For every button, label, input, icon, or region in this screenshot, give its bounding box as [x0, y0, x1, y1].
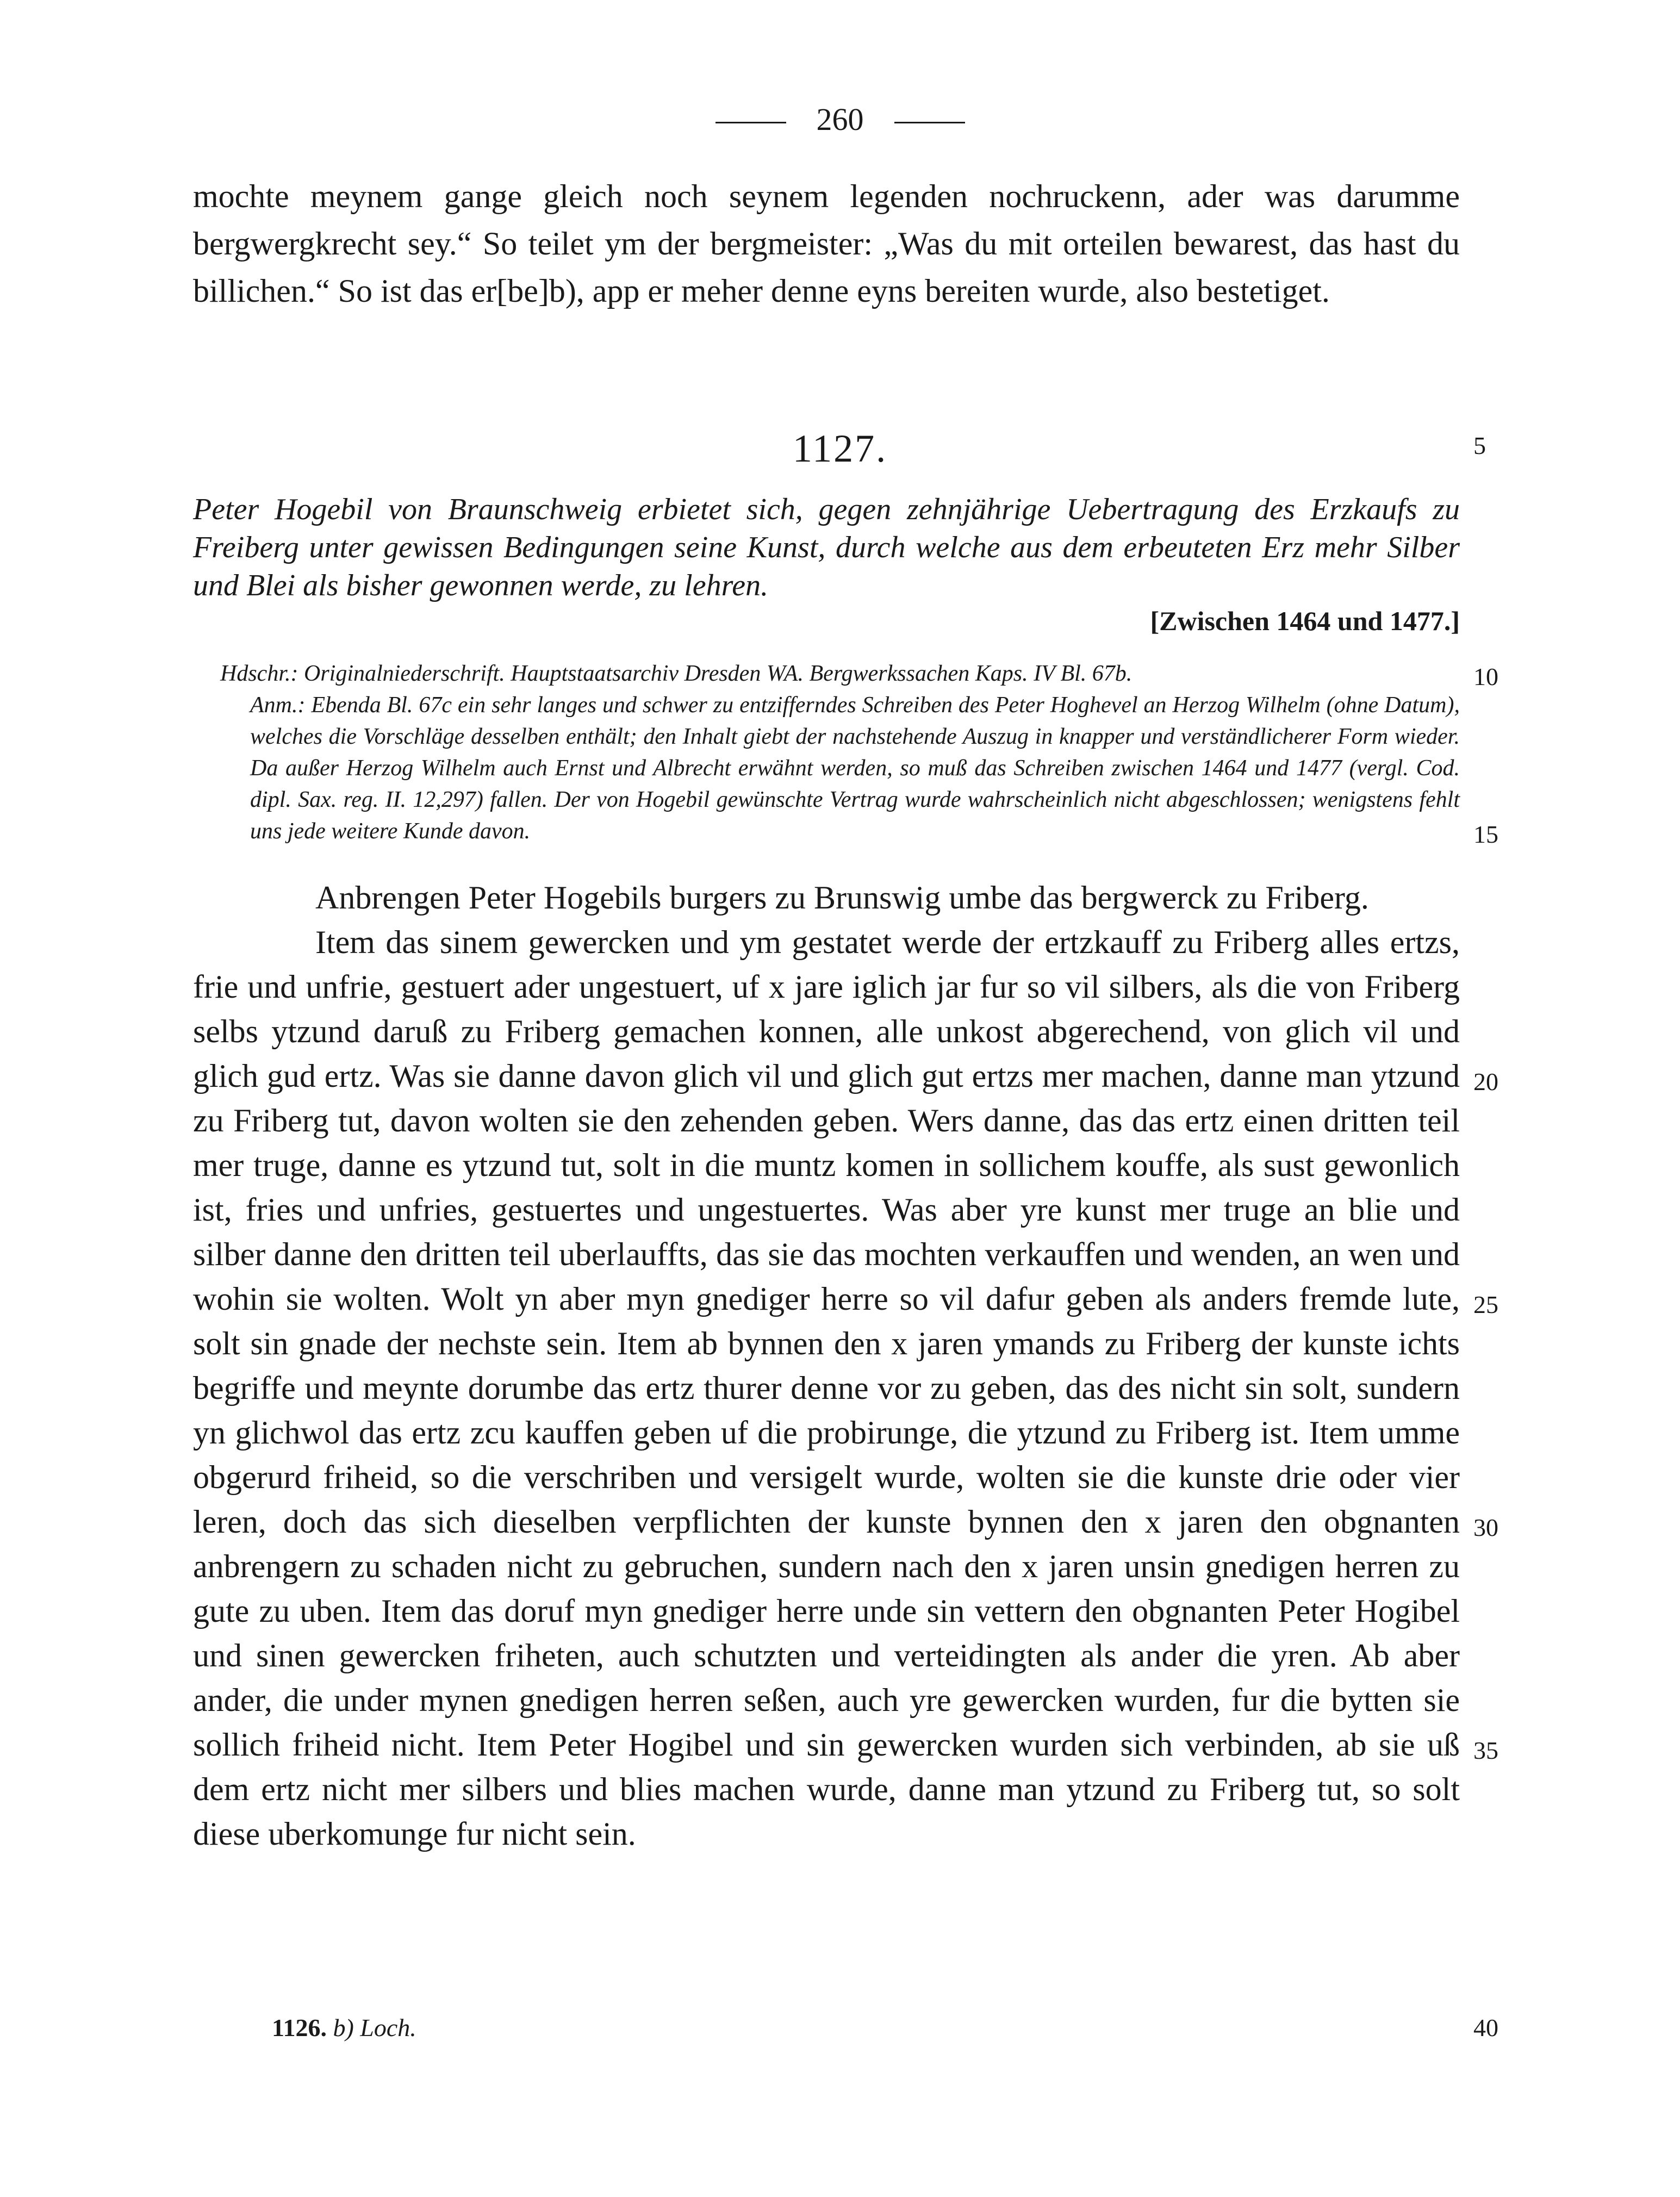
- footnote: [272, 2011, 416, 2045]
- line-number: 35: [1473, 1737, 1498, 1764]
- regest: [193, 490, 1460, 605]
- carryover-text: mochte meynem gange gleich noch seynem legenden nochruckenn, ader was darumme bergwergkrecht sey.“ So teilet ym der bergmeister: „Was du mit orteilen bewarest, das hast du billichen.“ So ist das er[be]b), app er meher denne eyns bereiten wurde, also bestetiget.: [193, 178, 1460, 309]
- annotation-note: Anm.: Ebenda Bl. 67c ein sehr langes und schwer zu entzifferndes Schreiben des Peter Hoghevel an Herzog Wilhelm (ohne Datum), welches die Vorschläge desselben enthält; den Inhalt giebt der nachstehende Auszug in knapper und verständlicherer Form wieder. Da außer Herzog Wilhelm auch Ernst und Albrecht erwähnt werden, so muß das Schreiben zwischen 1464 und 1477 (vergl. Cod. dipl. Sax. reg. II. 12,297) fallen. Der von Hogebil gewünschte Vertrag wurde wahrscheinlich nicht abgeschlossen; wenigstens fehlt uns jede weitere Kunde davon.: [250, 693, 1460, 844]
- line-number: 5: [1473, 432, 1486, 459]
- document-dating: [Zwischen 1464 und 1477.]: [1150, 606, 1460, 636]
- footnote-number: 1126.: [272, 2014, 327, 2042]
- critical-apparatus: [220, 658, 1460, 847]
- line-number: 10: [1473, 663, 1498, 690]
- line-number: 40: [1473, 2014, 1498, 2042]
- running-head: [0, 98, 1680, 141]
- body-paragraph: Item das sinem gewercken und ym gestatet werde der ertzkauff zu Friberg alles ertzs, frie und unfrie, gestuert ader ungestuert, uf x jare iglich jar fur so vil silbers, als die von Friberg selbs ytzund daruß zu Friberg gemachen konnen, alle unkost abgerechend, von glich vil und glich gud ertz. Was sie danne davon glich vil und glich gut ertzs mer machen, danne man ytzund zu Friberg tut, davon wolten sie den zehenden geben. Wers danne, das das ertz einen dritten teil mer truge, danne es ytzund tut, solt in die muntz komen in sollichem kouffe, als sust gewonlich ist, fries und unfries, gestuertes und ungestuertes. Was aber yre kunst mer truge an blie und silber danne den dritten teil uberlauffts, das sie das mochten verkauffen und wenden, an wen und wohin sie wolten. Wolt yn aber myn gnediger herre so vil dafur geben als anders fremde lute, solt sin gnade der nechste sein. Item ab bynnen den x jaren ymands zu Friberg der kunste ichts begriffe und meynte dorumbe das ertz thurer denne vor zu geben, das des nicht sin solt, sundern yn glichwol das ertz zcu kauffen geben uf die probirunge, die ytzund zu Friberg ist. Item umme obgerurd friheid, so die verschriben und versigelt wurde, wolten sie die kunste drie oder vier leren, doch das sich dieselben verpflichten der kunste bynnen den x jaren den obgnanten anbrengern zu schaden nicht zu gebruchen, sundern nach den x jaren unsin gnedigen herren zu gute zu uben. Item das doruf myn gnediger herre unde sin vettern den obgnanten Peter Hogibel und sinen gewercken friheten, auch schutzten und verteidingten als ander die yren. Ab aber ander, die under mynen gnedigen herren seßen, auch yre gewercken wurden, fur die bytten sie sollich friheid nicht. Item Peter Hogibel und sin gewercken wurden sich verbinden, ab sie uß dem ertz nicht mer silbers und blies machen wurde, danne man ytzund zu Friberg tut, so solt diese uberkomunge fur nicht sein.: [193, 924, 1460, 1852]
- document-body: [193, 875, 1460, 1856]
- regest-text: Peter Hogebil von Braunschweig erbietet sich, gegen zehnjährige Uebertragung des Erzkaufs zu Freiberg unter gewissen Bedingungen seine Kunst, durch welche aus dem erbeuteten Erz mehr Silber und Blei als bisher gewonnen werde, zu lehren.: [193, 493, 1460, 602]
- line-number: 20: [1473, 1068, 1498, 1096]
- page-number: 260: [816, 102, 864, 137]
- line-number: 15: [1473, 820, 1498, 848]
- carryover-paragraph: [193, 173, 1460, 315]
- header-rule-right: [894, 122, 965, 123]
- body-heading-paragraph: Anbrengen Peter Hogebils burgers zu Brunswig umbe das bergwerck zu Friberg.: [315, 880, 1369, 916]
- line-number: 30: [1473, 1514, 1498, 1541]
- header-rule-left: [715, 122, 786, 123]
- line-number: 25: [1473, 1291, 1498, 1318]
- footnote-text: b) Loch.: [333, 2014, 416, 2042]
- manuscript-note: Hdschr.: Originalniederschrift. Hauptstaatsarchiv Dresden WA. Bergwerkssachen Kaps. IV Bl. 67b.: [220, 661, 1133, 686]
- document-number: 1127.: [792, 427, 888, 470]
